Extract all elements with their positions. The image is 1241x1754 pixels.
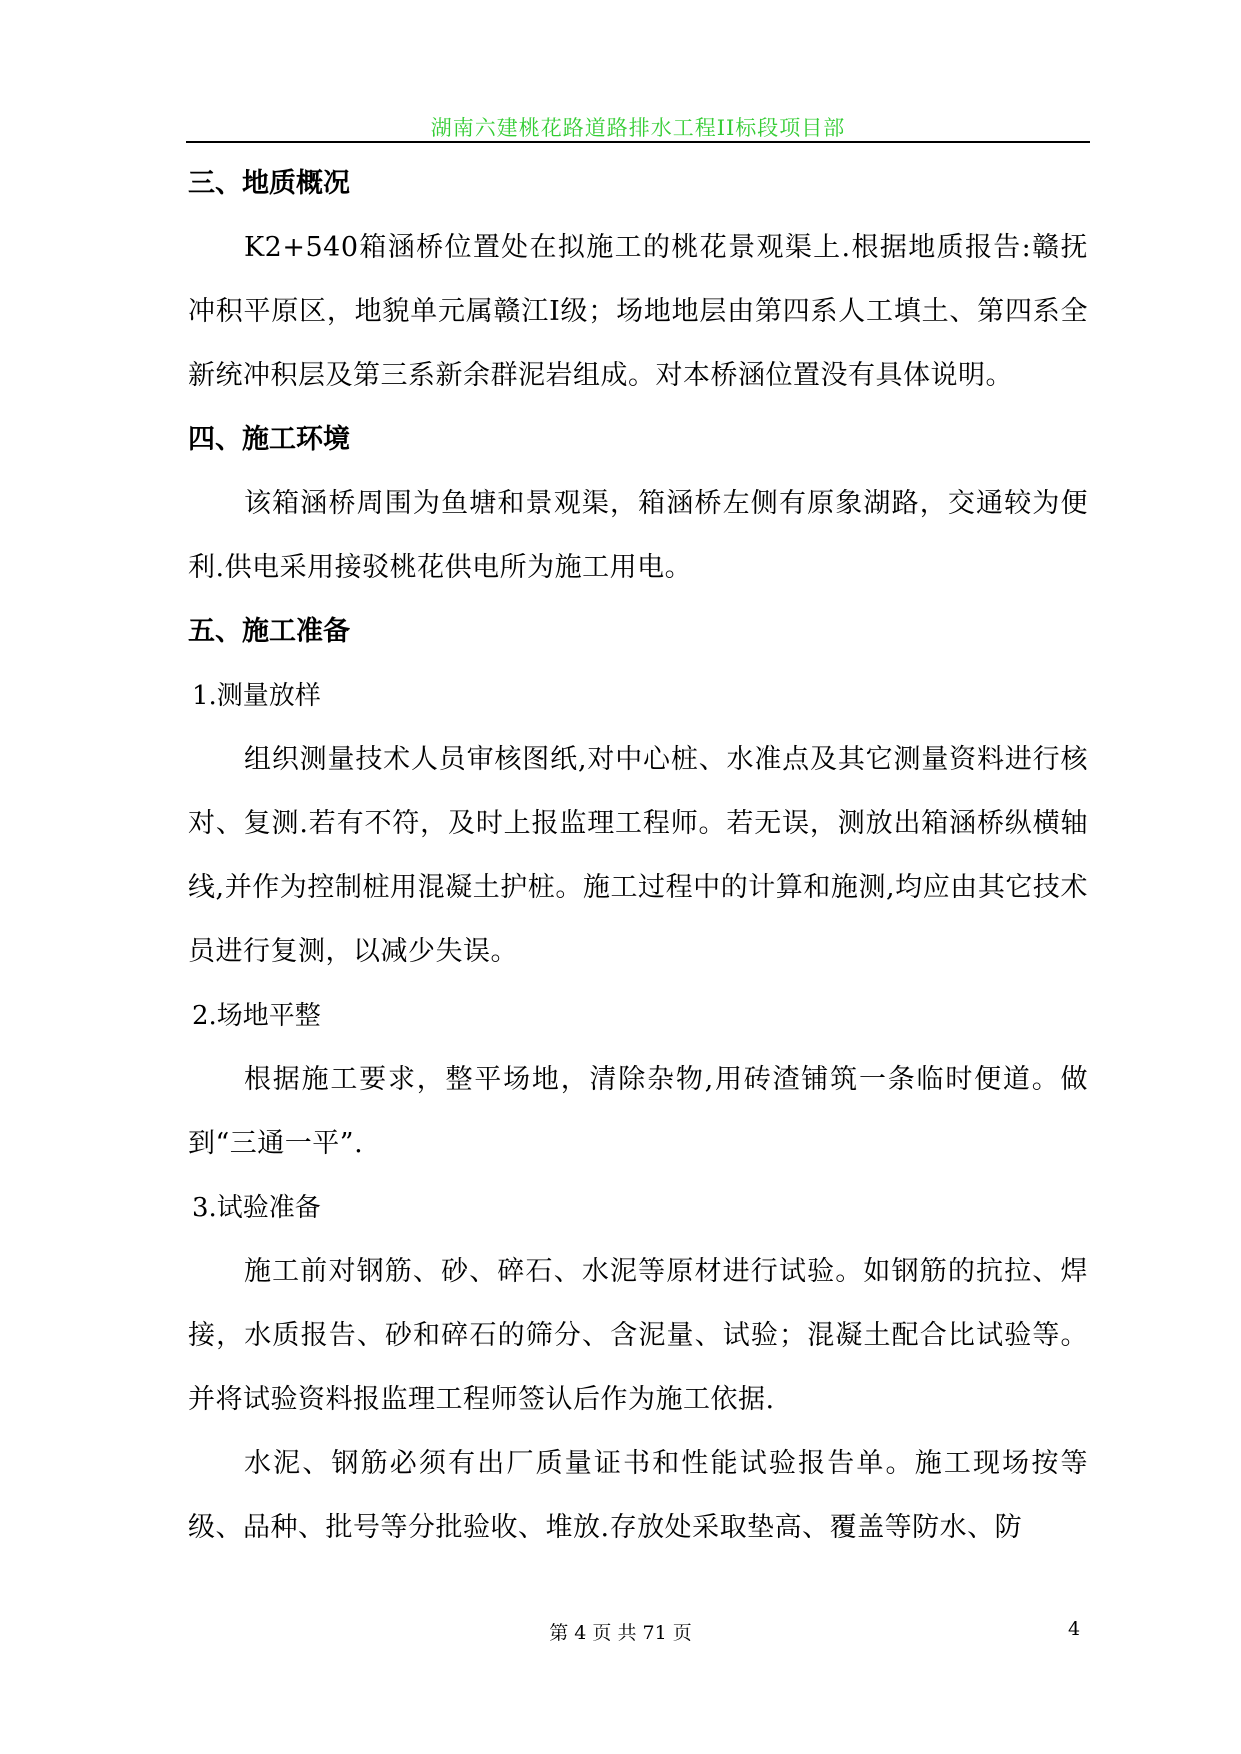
document-body	[188, 152, 1088, 1560]
section-heading-preparation: 五、施工准备	[188, 616, 350, 647]
page-footer-label: 第 4 页 共 71 页	[549, 1622, 692, 1644]
section-heading-geology: 三、地质概况	[188, 168, 350, 199]
paragraph-survey: 组织测量技术人员审核图纸,对中心桩、水准点及其它测量资料进行核对、复测.若有不符，及时上报监理工程师。若无误，测放出箱涵桥纵横轴线,并作为控制桩用混凝土护桩。施工过程中的计算和施测,均应由其它技术员进行复测，以减少失误。	[188, 744, 1088, 967]
paragraph-geology: K2+540箱涵桥位置处在拟施工的桃花景观渠上.根据地质报告:赣抚冲积平原区，地貌单元属赣江Ⅰ级；场地地层由第四系人工填土、第四系全新统冲积层及第三系新余群泥岩组成。对本桥涵位置没有具体说明。	[188, 232, 1088, 391]
header-rule	[186, 141, 1090, 143]
paragraph-environment: 该箱涵桥周围为鱼塘和景观渠，箱涵桥左侧有原象湖路，交通较为便利.供电采用接驳桃花供电所为施工用电。	[188, 488, 1088, 583]
subsection-title-testing: 3.试验准备	[192, 1193, 321, 1223]
subsection-title-survey: 1.测量放样	[192, 681, 321, 711]
section-heading-environment: 四、施工环境	[188, 424, 350, 455]
paragraph-site-leveling: 根据施工要求，整平场地，清除杂物,用砖渣铺筑一条临时便道。做到“三通一平”.	[188, 1064, 1088, 1159]
paragraph-testing-2: 水泥、钢筋必须有出厂质量证书和性能试验报告单。施工现场按等级、品种、批号等分批验收、堆放.存放处采取垫高、覆盖等防水、防	[188, 1448, 1088, 1543]
page-header: 湖南六建桃花路道路排水工程II标段项目部	[430, 116, 846, 140]
page-number: 4	[1068, 1618, 1081, 1640]
subsection-title-site-leveling: 2.场地平整	[192, 1001, 321, 1031]
paragraph-testing-1: 施工前对钢筋、砂、碎石、水泥等原材进行试验。如钢筋的抗拉、焊接，水质报告、砂和碎石的筛分、含泥量、试验；混凝土配合比试验等。并将试验资料报监理工程师签认后作为施工依据.	[188, 1256, 1088, 1415]
